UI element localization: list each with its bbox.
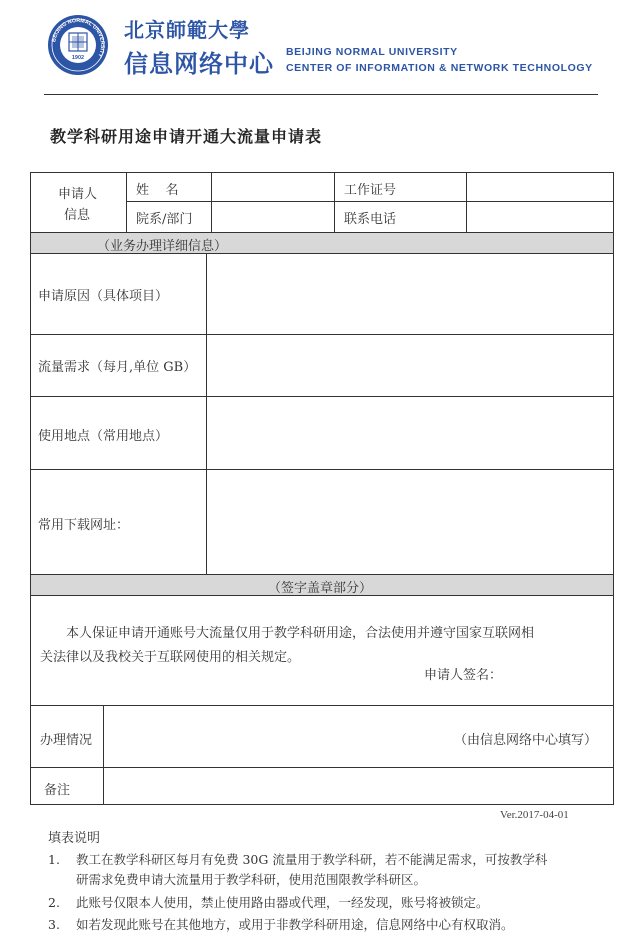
traffic-field[interactable]	[207, 335, 612, 395]
sign-band-label: （签字盖章部分）	[268, 581, 373, 596]
location-label: 使用地点（常用地点）	[38, 429, 169, 444]
name-label: 姓 名	[136, 183, 179, 198]
details-band-label: （业务办理详细信息）	[97, 239, 228, 254]
download-url-field[interactable]	[207, 470, 612, 573]
phone-label: 联系电话	[344, 212, 397, 227]
processing-label: 办理情况	[40, 733, 93, 748]
center-name-cn: 信息网络中心	[124, 50, 274, 78]
department-field[interactable]	[212, 202, 333, 231]
pledge-line-2: 关法律以及我校关于互联网使用的相关规定。	[40, 650, 301, 665]
note-number: 1.	[48, 852, 60, 867]
form-title: 教学科研用途申请开通大流量申请表	[50, 127, 323, 146]
remark-field[interactable]	[104, 768, 612, 803]
staff-id-label: 工作证号	[344, 183, 397, 198]
seal-year: 1902	[71, 55, 85, 61]
processing-note: （由信息网络中心填写）	[454, 733, 598, 748]
department-label: 院系/部门	[136, 212, 193, 227]
name-field[interactable]	[212, 173, 333, 200]
note-number: 2.	[48, 895, 60, 910]
applicant-section-label: 申请人	[58, 187, 98, 202]
seal-ring-text: BEIJING NORMAL UNIVERSITY	[51, 17, 106, 59]
center-name-en: CENTER OF INFORMATION & NETWORK TECHNOLOGY	[286, 62, 593, 74]
note-2-line-1: 此账号仅限本人使用，禁止使用路由器或代理，一经发现，账号将被锁定。	[76, 895, 489, 910]
signature-field[interactable]	[500, 660, 600, 684]
reason-label: 申请原因（具体项目）	[38, 289, 169, 304]
header-divider	[44, 94, 598, 95]
traffic-label: 流量需求（每月,单位 GB）	[38, 360, 197, 375]
note-3-line-1: 如若发现此账号在其他地方，或用于非教学科研用途，信息网络中心有权取消。	[76, 917, 514, 932]
applicant-section-label-2: 信息	[64, 208, 91, 223]
university-seal-logo	[47, 14, 109, 76]
version-label: Ver.2017-04-01	[500, 809, 569, 821]
location-field[interactable]	[207, 397, 612, 468]
note-1-line-1: 教工在教学科研区每月有免费 30G 流量用于教学科研，若不能满足需求，可按教学科	[76, 852, 548, 867]
note-number: 3.	[48, 917, 60, 932]
note-1-line-2: 研需求免费申请大流量用于教学科研，使用范围限教学科研区。	[76, 872, 427, 887]
processing-field[interactable]	[104, 706, 444, 766]
university-name-cn: 北京師範大學	[124, 18, 250, 42]
reason-field[interactable]	[207, 254, 612, 333]
pledge-line-1: 本人保证申请开通账号大流量仅用于教学科研用途，合法使用并遵守国家互联网相	[66, 626, 535, 641]
download-url-label: 常用下载网址：	[38, 518, 130, 533]
phone-field[interactable]	[467, 202, 612, 231]
university-name-en: BEIJING NORMAL UNIVERSITY	[286, 46, 458, 58]
remark-label: 备注	[44, 783, 71, 798]
staff-id-field[interactable]	[467, 173, 612, 200]
signature-label: 申请人签名：	[424, 668, 503, 683]
notes-title: 填表说明	[48, 831, 101, 846]
